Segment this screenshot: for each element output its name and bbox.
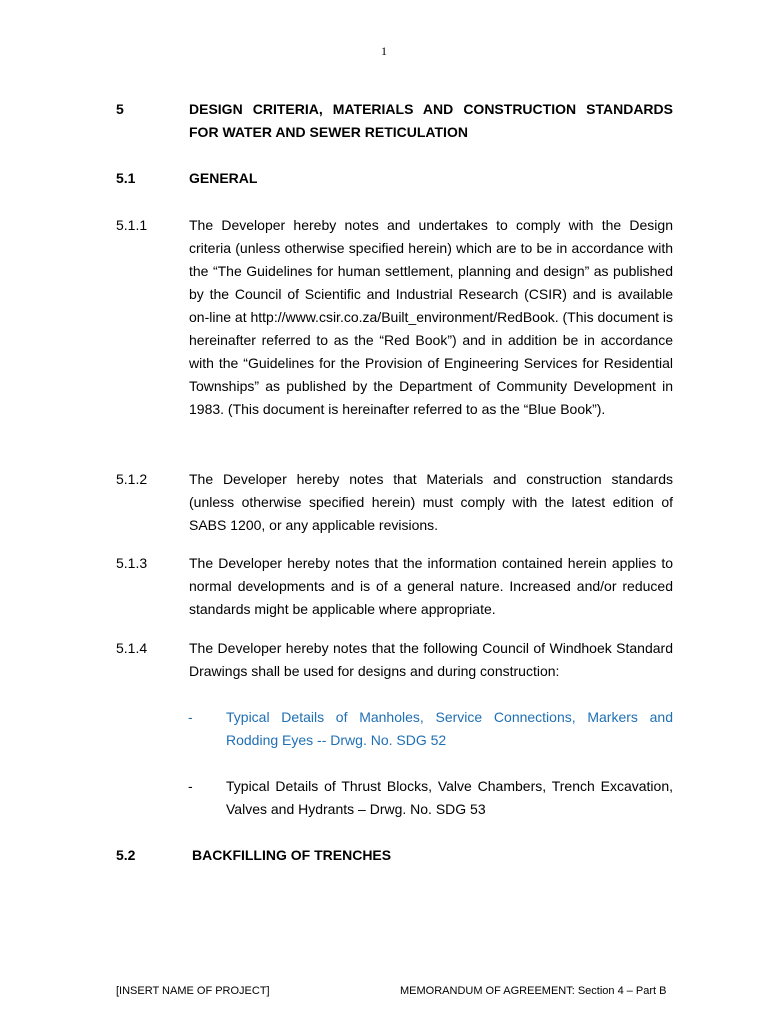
section-title: DESIGN CRITERIA, MATERIALS AND CONSTRUCTION STANDARDS FOR WATER AND SEWER RETICULATION bbox=[189, 101, 673, 140]
clause-text: The Developer hereby notes and undertakes to comply with the Design criteria (unless otherwise specified herein) which are to be in accordance with the “The Guidelines for human settlement, planning and design” as published by the Council of Scientific and Industrial Research (CSIR) and is available on-line at http://www.csir.co.za/Built_environment/RedBook. (This document is hereinafter referred to as the “Red Book”) and in addition be in accordance with the “Guidelines for the Provision of Engineering Services for Residential Townships” as published by the Department of Community Development in 1983. (This document is hereinafter referred to as the “Blue Book”). bbox=[189, 217, 673, 417]
list-dash: - bbox=[188, 709, 193, 725]
footer-project-name: [INSERT NAME OF PROJECT] bbox=[116, 985, 270, 997]
clause-text: The Developer hereby notes that Materials and construction standards (unless otherwise specified herein) must comply with the latest edition of SABS 1200, or any applicable revisions. bbox=[189, 471, 673, 533]
page-number: 1 bbox=[381, 44, 387, 58]
drawing-list-item: Typical Details of Thrust Blocks, Valve Chambers, Trench Excavation, Valves and Hydrants – Drwg. No. SDG 53 bbox=[226, 778, 673, 817]
clause-text: The Developer hereby notes that the information contained herein applies to normal developments and is of a general nature. Increased and/or reduced standards might be applicable where appropriate. bbox=[189, 555, 673, 617]
subsection-number: 5.2 bbox=[116, 847, 136, 863]
section-number: 5 bbox=[116, 101, 124, 117]
list-dash: - bbox=[188, 778, 193, 794]
drawing-list-item: Typical Details of Manholes, Service Connections, Markers and Rodding Eyes -- Drwg. No. SDG 52 bbox=[226, 709, 673, 748]
subsection-title: GENERAL bbox=[189, 170, 258, 186]
subsection-number: 5.1 bbox=[116, 170, 136, 186]
clause-number: 5.1.4 bbox=[116, 640, 148, 656]
clause-number: 5.1.1 bbox=[116, 217, 148, 233]
clause-number: 5.1.3 bbox=[116, 555, 148, 571]
footer-document-title: MEMORANDUM OF AGREEMENT: Section 4 – Part B bbox=[400, 985, 667, 997]
clause-text: The Developer hereby notes that the following Council of Windhoek Standard Drawings shall be used for designs and during construction: bbox=[189, 640, 673, 679]
subsection-title: BACKFILLING OF TRENCHES bbox=[192, 847, 392, 863]
clause-number: 5.1.2 bbox=[116, 471, 148, 487]
